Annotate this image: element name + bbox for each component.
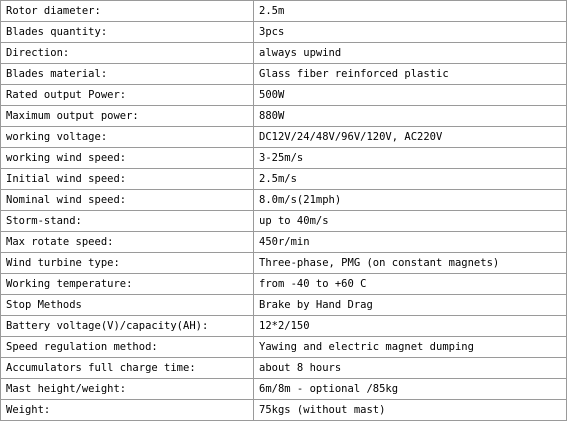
spec-value: 500W [254, 85, 567, 106]
spec-value: 3pcs [254, 22, 567, 43]
table-row [1, 127, 567, 148]
spec-value: about 8 hours [254, 358, 567, 379]
spec-value: 2.5m [254, 1, 567, 22]
spec-value: 880W [254, 106, 567, 127]
table-row [1, 337, 567, 358]
spec-label: Max rotate speed: [1, 232, 254, 253]
table-row [1, 379, 567, 400]
spec-value: 12*2/150 [254, 316, 567, 337]
spec-label: Storm-stand: [1, 211, 254, 232]
spec-label: Weight: [1, 400, 254, 421]
spec-label: Direction: [1, 43, 254, 64]
spec-value: always upwind [254, 43, 567, 64]
spec-label: working voltage: [1, 127, 254, 148]
spec-value: Glass fiber reinforced plastic [254, 64, 567, 85]
spec-value: Yawing and electric magnet dumping [254, 337, 567, 358]
table-row [1, 85, 567, 106]
spec-value: up to 40m/s [254, 211, 567, 232]
table-row [1, 22, 567, 43]
spec-label: Rated output Power: [1, 85, 254, 106]
table-row [1, 400, 567, 421]
spec-value: 3-25m/s [254, 148, 567, 169]
spec-value: from -40 to +60 C [254, 274, 567, 295]
spec-label: Working temperature: [1, 274, 254, 295]
spec-value: Three-phase, PMG (on constant magnets) [254, 253, 567, 274]
spec-label: Initial wind speed: [1, 169, 254, 190]
table-row [1, 211, 567, 232]
table-row [1, 43, 567, 64]
table-row [1, 169, 567, 190]
spec-label: Rotor diameter: [1, 1, 254, 22]
spec-label: working wind speed: [1, 148, 254, 169]
table-row [1, 64, 567, 85]
table-row [1, 295, 567, 316]
spec-value: 2.5m/s [254, 169, 567, 190]
table-row [1, 106, 567, 127]
table-row [1, 232, 567, 253]
spec-label: Blades material: [1, 64, 254, 85]
table-row [1, 274, 567, 295]
spec-label: Mast height/weight: [1, 379, 254, 400]
spec-value: 6m/8m - optional /85kg [254, 379, 567, 400]
spec-value: 75kgs (without mast) [254, 400, 567, 421]
spec-table-body [1, 1, 567, 421]
spec-label: Wind turbine type: [1, 253, 254, 274]
table-row [1, 253, 567, 274]
spec-label: Maximum output power: [1, 106, 254, 127]
spec-value: Brake by Hand Drag [254, 295, 567, 316]
spec-value: 8.0m/s(21mph) [254, 190, 567, 211]
spec-label: Blades quantity: [1, 22, 254, 43]
table-row [1, 190, 567, 211]
spec-label: Nominal wind speed: [1, 190, 254, 211]
table-row [1, 358, 567, 379]
table-row [1, 316, 567, 337]
spec-value: DC12V/24/48V/96V/120V, AC220V [254, 127, 567, 148]
table-row [1, 148, 567, 169]
table-row [1, 1, 567, 22]
spec-value: 450r/min [254, 232, 567, 253]
spec-label: Accumulators full charge time: [1, 358, 254, 379]
spec-label: Stop Methods [1, 295, 254, 316]
spec-label: Speed regulation method: [1, 337, 254, 358]
spec-label: Battery voltage(V)/capacity(AH): [1, 316, 254, 337]
